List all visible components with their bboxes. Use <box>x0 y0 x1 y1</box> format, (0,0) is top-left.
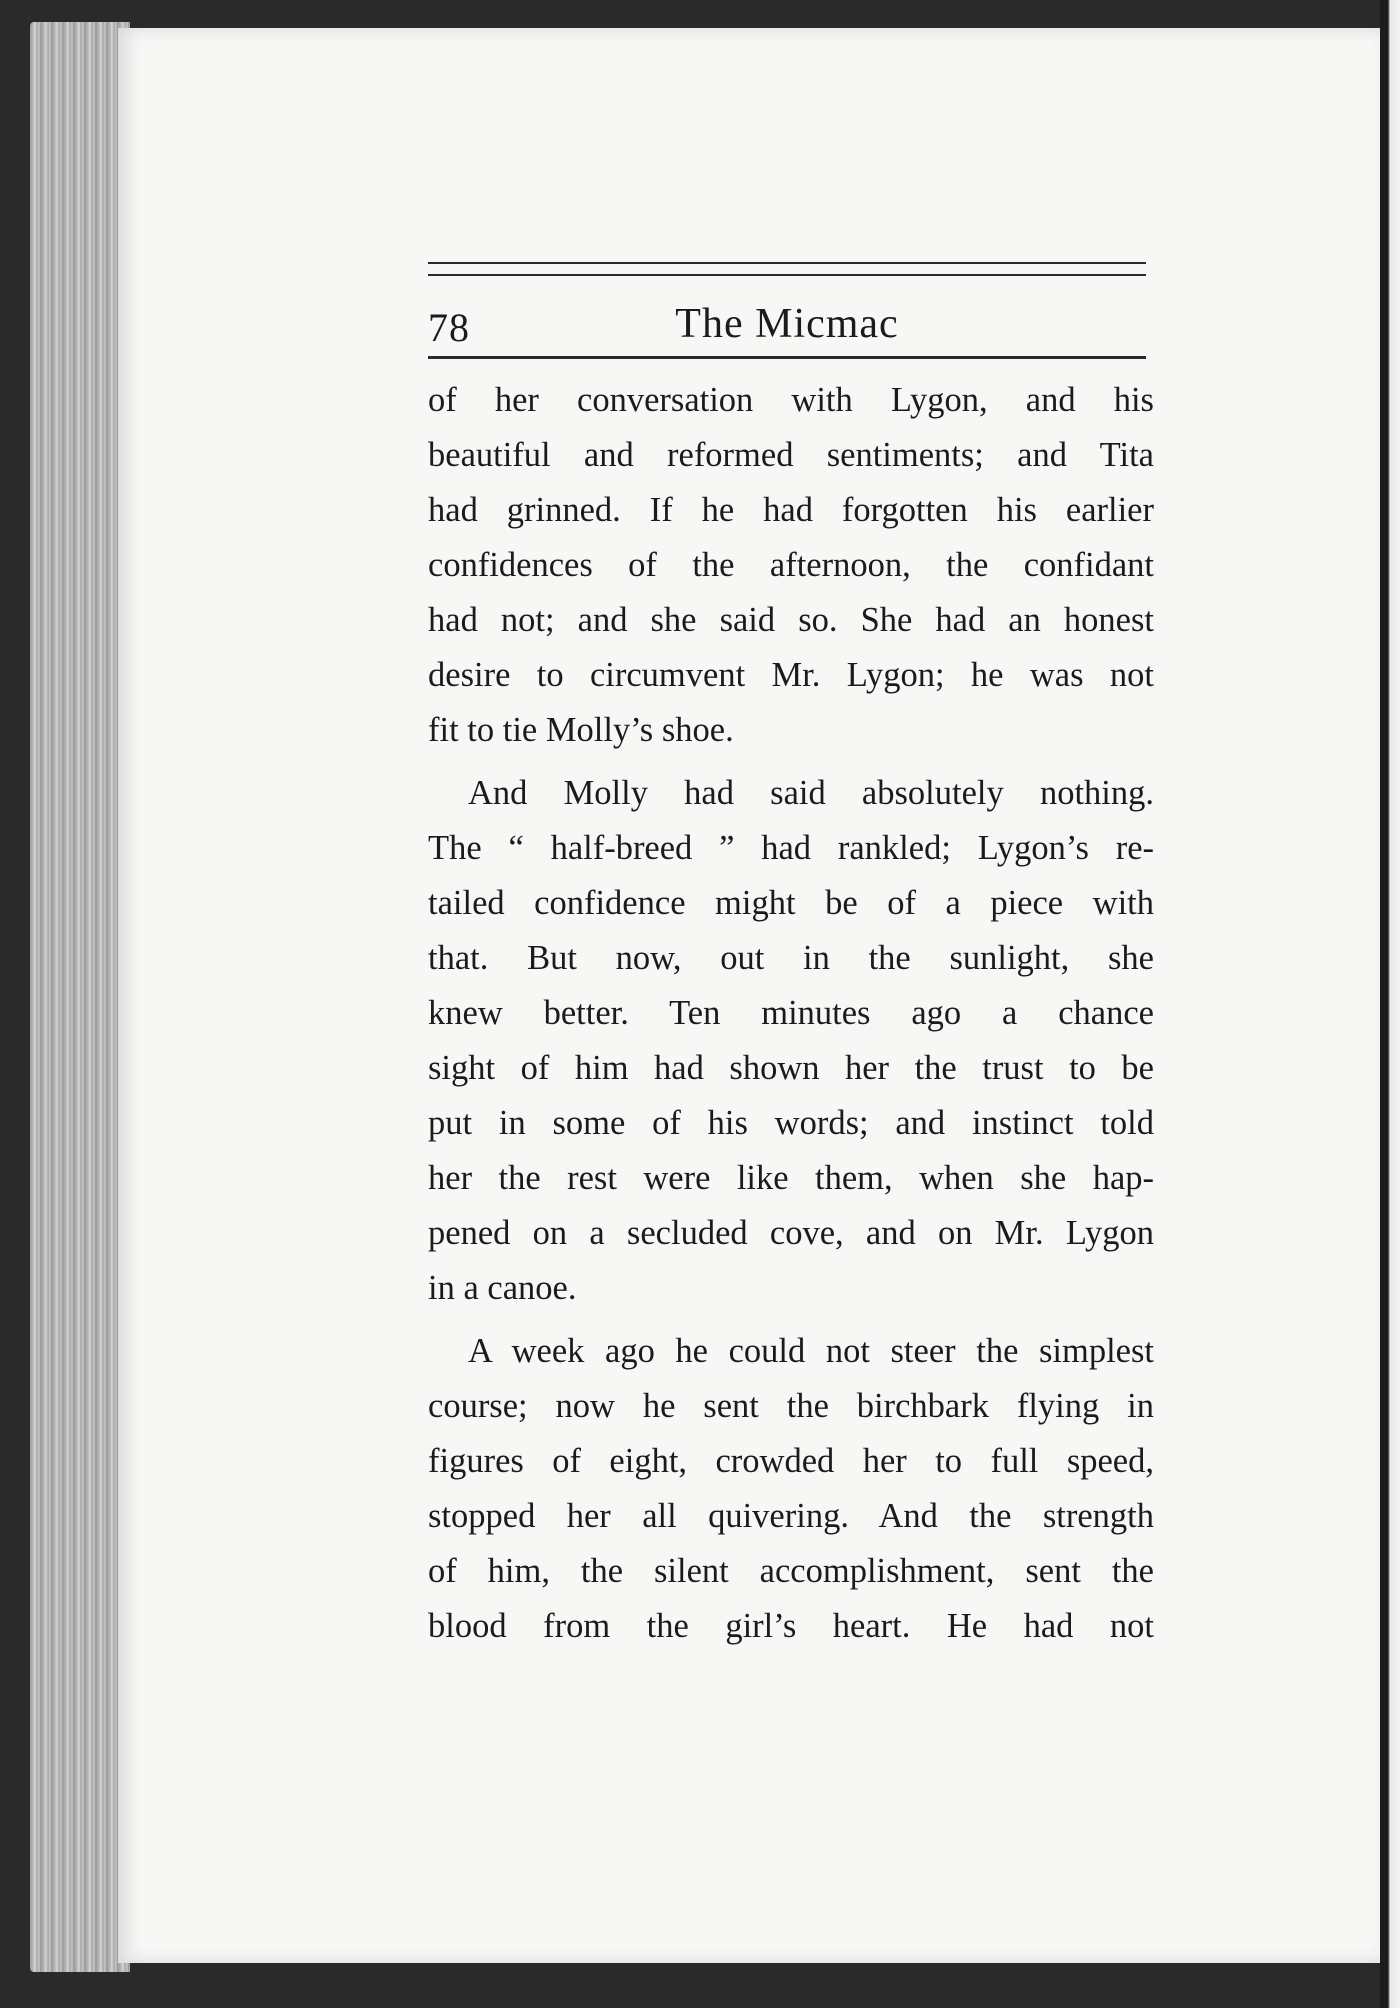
body-text <box>428 373 1154 1654</box>
paragraph-gap <box>428 1316 1154 1324</box>
text-line: A week ago he could not steer the simplest <box>468 1332 1154 1370</box>
text-line: stopped her all quivering. And the strength <box>428 1497 1154 1535</box>
text-line: knew better. Ten minutes ago a chance <box>428 994 1154 1032</box>
header-rule <box>428 356 1146 359</box>
text-block <box>428 262 1154 1654</box>
text-line: had grinned. If he had forgotten his earlier <box>428 491 1154 529</box>
header-double-rule <box>428 262 1146 276</box>
paragraph-3 <box>428 1324 1154 1654</box>
text-line: fit to tie Molly’s shoe. <box>428 711 734 749</box>
text-line: tailed confidence might be of a piece with <box>428 884 1154 922</box>
page-number: 78 <box>428 305 470 350</box>
text-line: her the rest were like them, when she hap- <box>428 1159 1154 1197</box>
text-line: And Molly had said absolutely nothing. <box>468 774 1154 812</box>
facing-page-edge <box>1380 0 1400 2008</box>
text-line: that. But now, out in the sunlight, she <box>428 939 1154 977</box>
text-line: of him, the silent accomplishment, sent the <box>428 1552 1154 1590</box>
paragraph-2 <box>428 766 1154 1316</box>
text-line: figures of eight, crowded her to full speed, <box>428 1442 1154 1480</box>
text-line: course; now he sent the birchbark flying in <box>428 1387 1154 1425</box>
text-line: pened on a secluded cove, and on Mr. Lygon <box>428 1214 1154 1252</box>
text-line: desire to circumvent Mr. Lygon; he was not <box>428 656 1154 694</box>
text-line: The “ half-breed ” had rankled; Lygon’s re- <box>428 829 1154 867</box>
paragraph-1 <box>428 373 1154 758</box>
text-line: confidences of the afternoon, the confidant <box>428 546 1154 584</box>
text-line: in a canoe. <box>428 1269 577 1307</box>
text-line: had not; and she said so. She had an honest <box>428 601 1154 639</box>
running-header <box>428 276 1146 356</box>
text-line: of her conversation with Lygon, and his <box>428 381 1154 419</box>
running-title: The Micmac <box>675 301 899 347</box>
text-line: blood from the girl’s heart. He had not <box>428 1607 1154 1645</box>
text-line: put in some of his words; and instinct told <box>428 1104 1154 1142</box>
text-line: sight of him had shown her the trust to be <box>428 1049 1154 1087</box>
book-page-edges <box>30 22 130 1972</box>
text-line: beautiful and reformed sentiments; and Tita <box>428 436 1154 474</box>
paragraph-gap <box>428 758 1154 766</box>
